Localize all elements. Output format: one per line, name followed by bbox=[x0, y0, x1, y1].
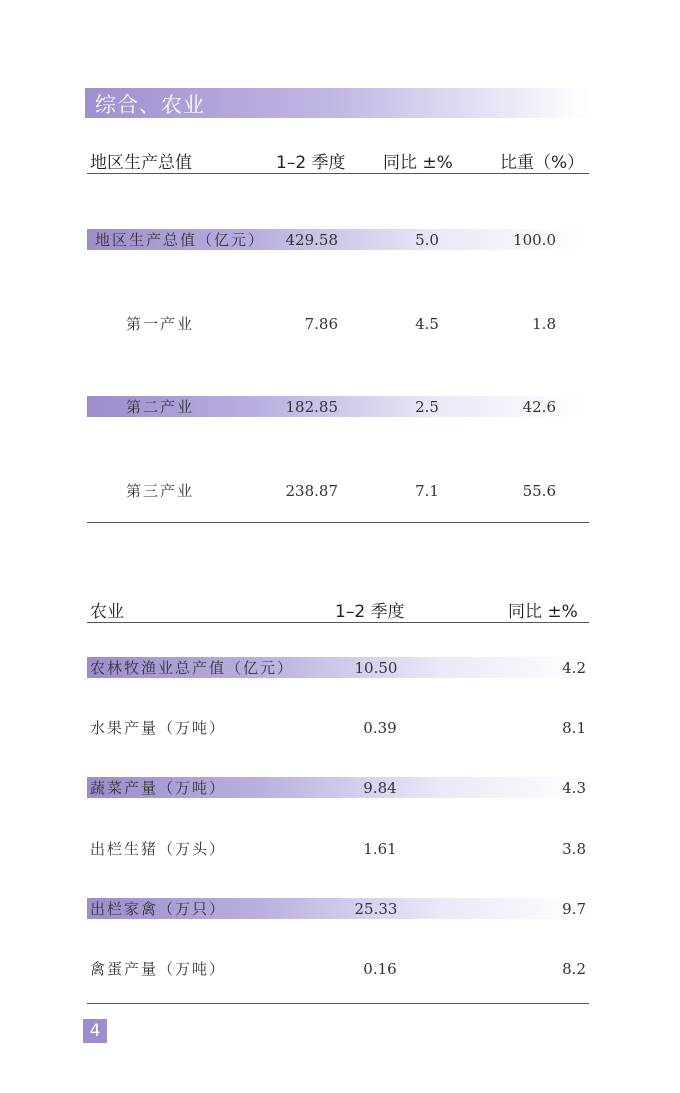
gdp-row-label: 第二产业 bbox=[126, 398, 195, 416]
gdp-row-label: 第一产业 bbox=[126, 315, 195, 333]
agri-header-rule bbox=[87, 622, 589, 623]
agri-row-label: 出栏家禽（万只） bbox=[90, 900, 227, 918]
gdp-row-yoy: 7.1 bbox=[415, 482, 439, 500]
agri-row-yoy: 8.2 bbox=[562, 960, 586, 978]
gdp-row-yoy: 4.5 bbox=[415, 315, 439, 333]
gdp-row-value: 7.86 bbox=[304, 315, 338, 333]
agri-row-value: 1.61 bbox=[363, 840, 397, 858]
gdp-row-label: 地区生产总值（亿元） bbox=[95, 231, 266, 249]
agri-row-value: 0.16 bbox=[363, 960, 397, 978]
agri-row-yoy: 9.7 bbox=[562, 900, 586, 918]
agri-row-value: 10.50 bbox=[354, 659, 398, 677]
agri-header-yoy: 同比 ±% bbox=[508, 602, 578, 622]
gdp-row-yoy: 2.5 bbox=[415, 398, 439, 416]
gdp-row-yoy: 5.0 bbox=[415, 231, 439, 249]
agri-row-yoy: 4.3 bbox=[562, 779, 586, 797]
agri-header-label: 农业 bbox=[90, 602, 124, 622]
agri-row-label: 水果产量（万吨） bbox=[90, 719, 227, 737]
gdp-row-share: 100.0 bbox=[513, 231, 556, 249]
gdp-header-period: 1–2 季度 bbox=[276, 153, 346, 173]
gdp-row-share: 55.6 bbox=[522, 482, 556, 500]
gdp-row-share: 1.8 bbox=[532, 315, 556, 333]
gdp-header-share: 比重（%） bbox=[500, 153, 585, 173]
agri-row-yoy: 3.8 bbox=[562, 840, 586, 858]
gdp-bottom-rule bbox=[87, 522, 589, 523]
section-title: 综合、农业 bbox=[95, 93, 205, 117]
gdp-row-label: 第三产业 bbox=[126, 482, 195, 500]
agri-row-label: 出栏生猪（万头） bbox=[90, 840, 227, 858]
agri-row-label: 蔬菜产量（万吨） bbox=[90, 779, 227, 797]
gdp-row-value: 182.85 bbox=[285, 398, 338, 416]
gdp-header-label: 地区生产总值 bbox=[90, 153, 192, 173]
agri-row-label: 农林牧渔业总产值（亿元） bbox=[90, 659, 295, 677]
agri-row-value: 25.33 bbox=[354, 900, 398, 918]
page-number: 4 bbox=[83, 1019, 107, 1043]
gdp-header-rule bbox=[87, 173, 589, 174]
agri-row-label: 禽蛋产量（万吨） bbox=[90, 960, 227, 978]
agri-row-value: 0.39 bbox=[363, 719, 397, 737]
gdp-row-share: 42.6 bbox=[522, 398, 556, 416]
section-title-bar bbox=[85, 88, 590, 118]
agri-header-period: 1–2 季度 bbox=[335, 602, 405, 622]
agri-row-yoy: 4.2 bbox=[562, 659, 586, 677]
gdp-row-value: 238.87 bbox=[285, 482, 338, 500]
agri-row-value: 9.84 bbox=[363, 779, 397, 797]
agri-bottom-rule bbox=[87, 1003, 589, 1004]
agri-row-yoy: 8.1 bbox=[562, 719, 586, 737]
gdp-header-yoy: 同比 ±% bbox=[383, 153, 453, 173]
gdp-row-value: 429.58 bbox=[285, 231, 338, 249]
